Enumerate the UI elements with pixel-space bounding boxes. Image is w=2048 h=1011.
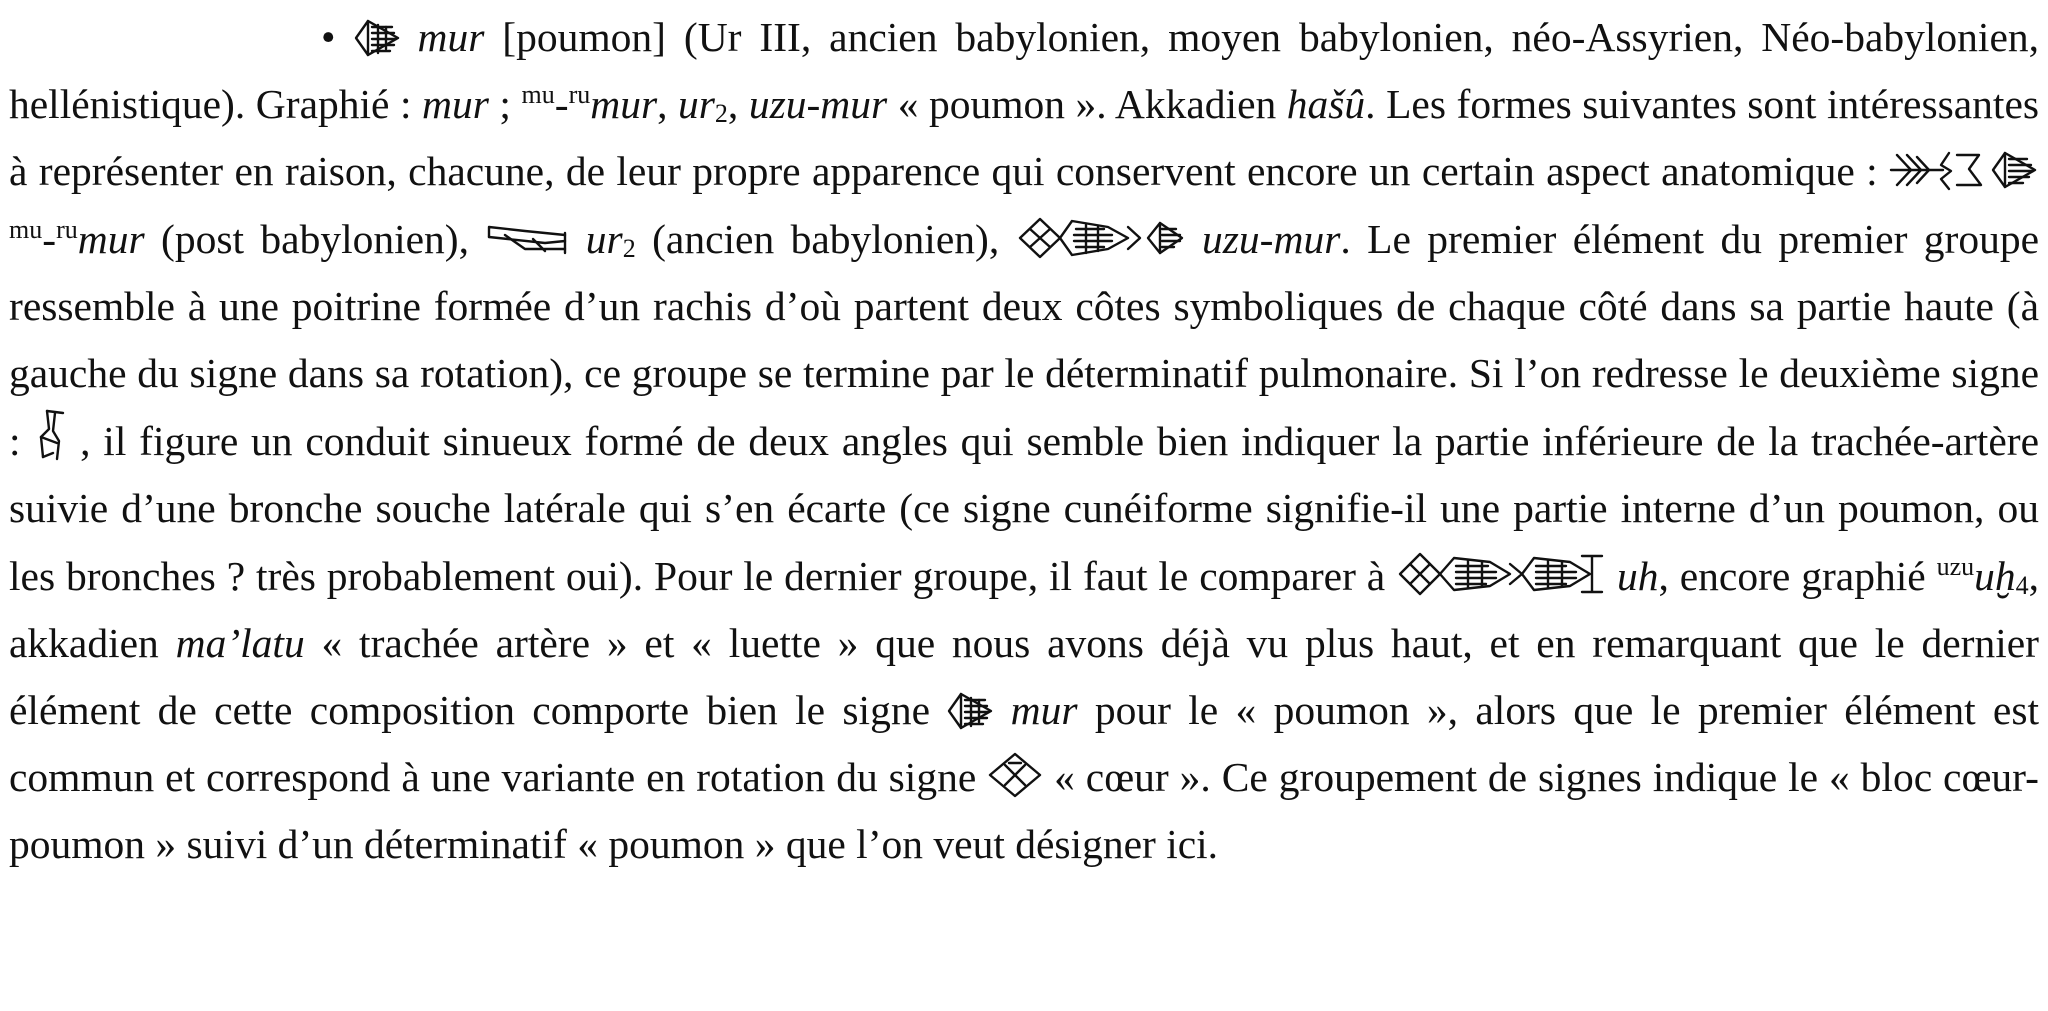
cuneiform-ur2-sign-icon bbox=[485, 221, 569, 261]
cuneiform-uzu-mur-group-icon bbox=[1016, 215, 1186, 261]
superscript-ru: ru bbox=[56, 214, 78, 244]
cuneiform-conduit-sign-icon bbox=[33, 407, 67, 463]
subscript-4: 4 bbox=[2015, 570, 2029, 600]
text-run: ; bbox=[488, 81, 522, 128]
term-uh4: uḫ bbox=[1974, 552, 2016, 599]
text-run: « poumon ». Akkadien bbox=[887, 81, 1287, 128]
text-run: . Les formes suivantes sont intéressantes à représenter en raison, chacune, de leur propre apparence qui conservent encore un certain aspect anatomique : bbox=[9, 81, 2040, 195]
cuneiform-mur-sign-icon bbox=[947, 690, 993, 732]
text-run: , akkadien bbox=[9, 552, 2039, 666]
text-run: , bbox=[657, 81, 679, 128]
cuneiform-mur-sign-icon bbox=[354, 17, 400, 59]
term-uh: uh bbox=[1617, 552, 1659, 599]
text-run: , encore graphié bbox=[1658, 552, 1937, 599]
superscript-uzu: uzu bbox=[1936, 551, 1975, 581]
text-run: . Le premier élément du premier groupe ressemble à une poitrine formée d’un rachis d’où partent deux côtes symboliques de chaque côté dans sa partie haute (à gauche du signe dans sa rotation), ce groupe se termine par le déterminatif pulmonaire. Si l’on redresse le deuxième signe : bbox=[9, 215, 2040, 465]
cuneiform-uh-group-icon bbox=[1396, 550, 1606, 598]
text-run: - bbox=[554, 81, 569, 128]
subscript-2: 2 bbox=[714, 99, 728, 129]
term-ur: ur bbox=[585, 215, 623, 262]
text-run: - bbox=[42, 215, 57, 262]
term-ur: ur bbox=[678, 81, 715, 128]
cuneiform-mu-ru-mur-group-icon bbox=[1889, 147, 2039, 193]
term-mur: mur bbox=[590, 81, 658, 128]
term-malatu: ma’latu bbox=[175, 619, 305, 666]
term-mur: mur bbox=[77, 215, 145, 262]
cuneiform-heart-sign-icon bbox=[987, 751, 1043, 799]
term-mur: mur bbox=[422, 81, 489, 128]
subscript-2: 2 bbox=[622, 233, 636, 263]
term-uzu-mur: uzu-mur bbox=[1202, 215, 1341, 262]
bullet: • bbox=[321, 14, 336, 60]
document-page bbox=[9, 4, 2039, 879]
term-mur: mur bbox=[417, 14, 485, 60]
text-run: « cœur ». Ce groupement de signes indique le « bloc cœur-poumon » suivi d’un déterminatif « poumon » que l’on veut désigner ici. bbox=[9, 754, 2039, 868]
term-uzu-mur: uzu-mur bbox=[748, 81, 888, 128]
text-run: (ancien babylonien), bbox=[635, 215, 1016, 262]
text-run: (post babylonien), bbox=[144, 215, 486, 262]
text-run: « trachée artère » et « luette » que nous avons déjà vu plus haut, et en remarquant que le dernier élément de cette composition comporte bien le signe bbox=[9, 619, 2039, 734]
superscript-mu: mu bbox=[521, 80, 555, 110]
body-paragraph bbox=[9, 4, 2039, 879]
text-run: , bbox=[727, 81, 749, 128]
text-run: [poumon] (Ur III, ancien babylonien, moyen babylonien, néo-Assyrien, Néo-babylonien, hellénistique). Graphié : bbox=[9, 14, 2040, 128]
term-mur: mur bbox=[1010, 687, 1078, 734]
term-hasu: hašû bbox=[1286, 81, 1366, 128]
superscript-mu: mu bbox=[9, 214, 43, 244]
superscript-ru: ru bbox=[568, 80, 591, 110]
text-run: , il figure un conduit sinueux formé de deux angles qui semble bien indiquer la partie inférieure de la trachée-artère suivie d’une bronche souche latérale qui s’en écarte (ce signe cunéiforme signifie-il une partie interne d’un poumon, ou les bronches ? très probablement oui). Pour le dernier groupe, il faut le comparer à bbox=[9, 418, 2039, 599]
text-run: pour le « poumon », alors que le premier élément est commun et correspond à une variante en rotation du signe bbox=[9, 687, 2040, 801]
